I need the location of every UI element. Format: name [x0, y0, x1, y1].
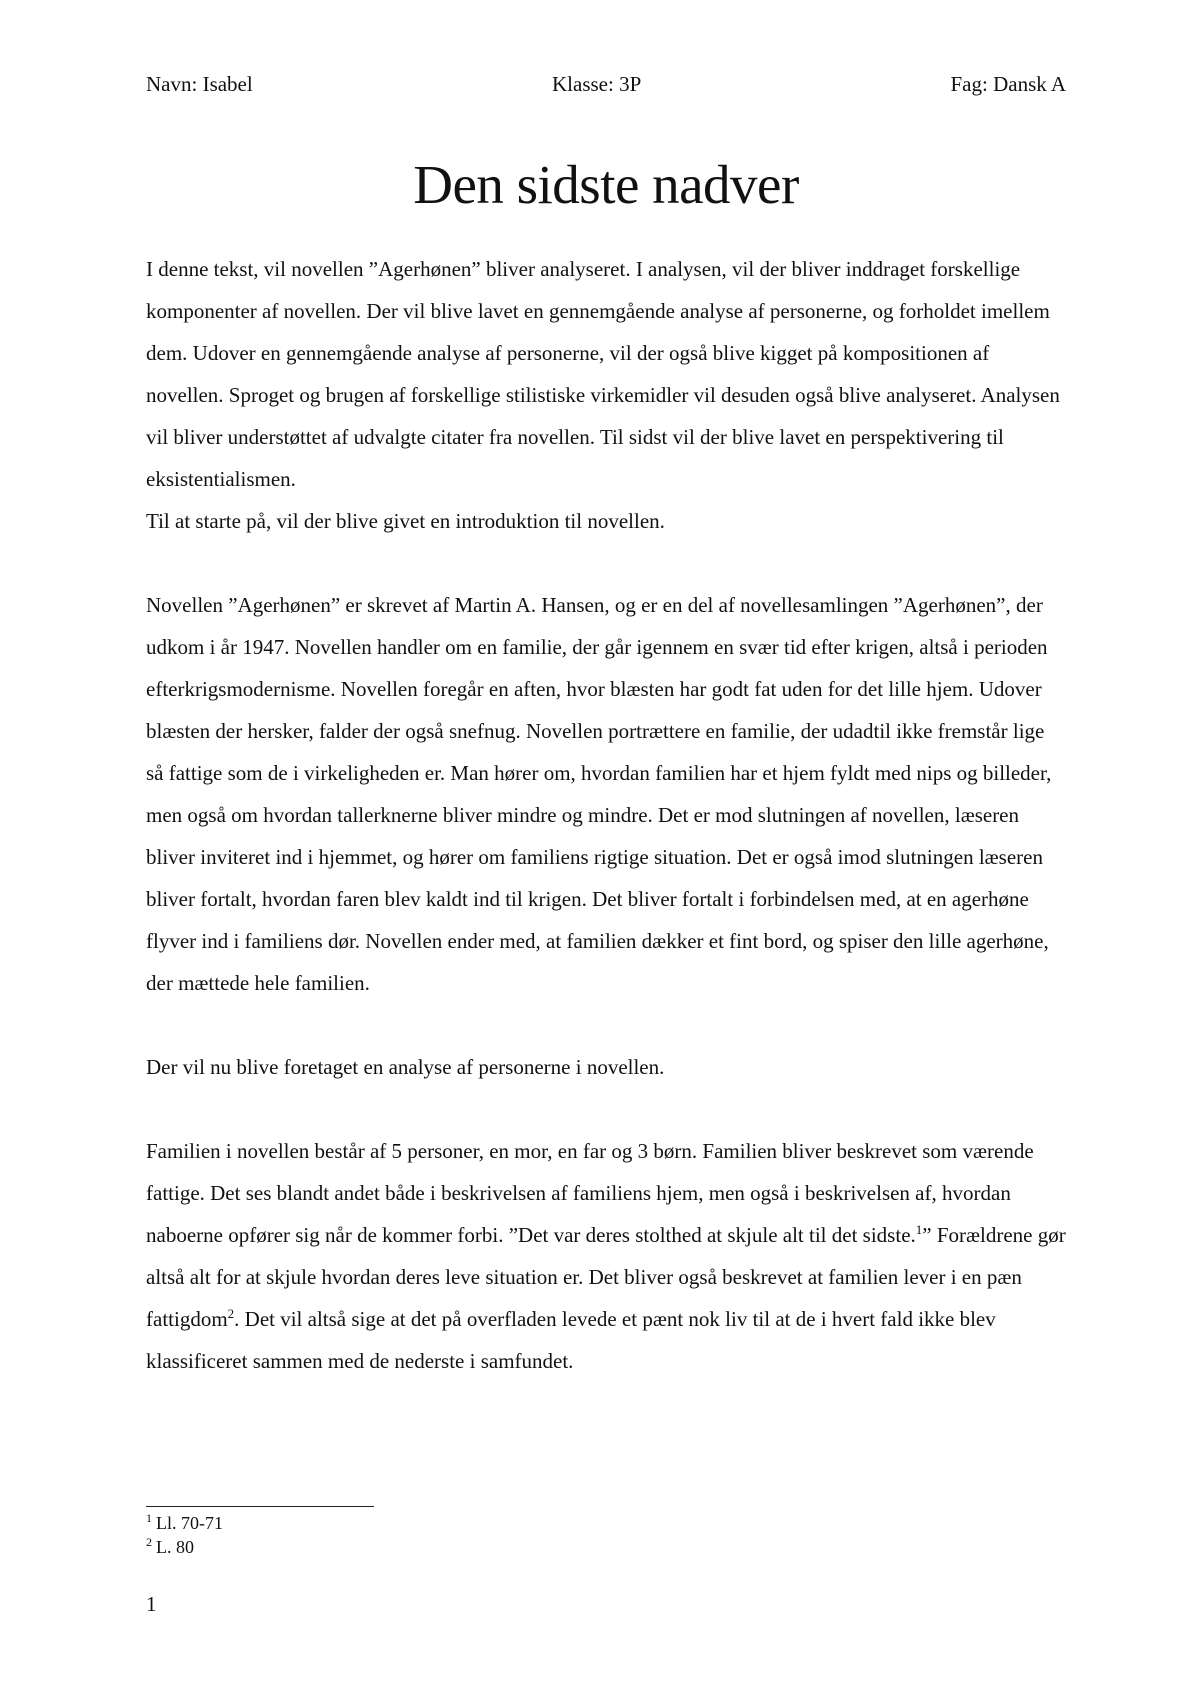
transition-paragraph: Der vil nu blive foretaget en analyse af personerne i novellen. [146, 1055, 665, 1079]
family-text-part2: ” Forældrene gør altså alt for at skjule hvordan deres leve situation er. Det bliver også beskrevet at familien lever i en pæn fattigdom [146, 1223, 1066, 1331]
footnote-separator [146, 1506, 374, 1507]
family-text-part1: Familien i novellen består af 5 personer, en mor, en far og 3 børn. Familien bliver beskrevet som værende fattige. Det ses blandt andet både i beskrivelsen af familiens hjem, men også i beskrivelsen af, hvordan naboerne opfører sig når de kommer forbi. ”Det var deres stolthed at skjule alt til det sidste. [146, 1139, 1034, 1247]
family-text-part3: . Det vil altså sige at det på overfladen levede et pænt nok liv til at de i hvert fald ikke blev klassificeret sammen med de nederste i samfundet. [146, 1307, 996, 1373]
footnotes [146, 1511, 223, 1559]
footnote-text: Ll. 70-71 [156, 1513, 223, 1533]
footnote-text: L. 80 [156, 1537, 194, 1557]
footnote-ref-1[interactable]: 1 [915, 1222, 923, 1237]
document-page [146, 0, 1066, 1696]
footnote-marker: 2 [146, 1535, 152, 1549]
footnote-marker: 1 [146, 1511, 152, 1525]
footnote-ref-2[interactable]: 2 [227, 1306, 235, 1321]
intro-paragraph-continuation: Til at starte på, vil der blive givet en introduktion til novellen. [146, 509, 665, 533]
page-header [146, 72, 1066, 102]
student-name: Navn: Isabel [146, 72, 253, 96]
intro-paragraph: I denne tekst, vil novellen ”Agerhønen” bliver analyseret. I analysen, vil der bliver inddraget forskellige komponenter af novellen. Der vil blive lavet en gennemgående analyse af personerne, og forholdet imellem dem. Udover en gennemgående analyse af personerne, vil der også blive kigget på kompositionen af novellen. Sproget og brugen af forskellige stilistiske virkemidler vil desuden også blive analyseret. Analysen vil bliver understøttet af udvalgte citater fra novellen. Til sidst vil der blive lavet en perspektivering til eksistentialismen. [146, 257, 1060, 491]
footnote-item [146, 1535, 223, 1559]
document-body [146, 248, 1066, 1382]
subject-label: Fag: Dansk A [950, 72, 1066, 96]
document-title: Den sidste nadver [413, 154, 799, 215]
paragraph-spacer [146, 1004, 1066, 1046]
page-number: 1 [146, 1592, 157, 1616]
class-label: Klasse: 3P [552, 72, 642, 96]
family-analysis-paragraph [146, 1130, 1066, 1382]
paragraph-spacer [146, 1088, 1066, 1130]
paragraph-spacer [146, 542, 1066, 584]
summary-paragraph: Novellen ”Agerhønen” er skrevet af Martin A. Hansen, og er en del af novellesamlingen ”Agerhønen”, der udkom i år 1947. Novellen handler om en familie, der går igennem en svær tid efter krigen, altså i perioden efterkrigsmodernisme. Novellen foregår en aften, hvor blæsten har godt fat uden for det lille hjem. Udover blæsten der hersker, falder der også snefnug. Novellen portrættere en familie, der udadtil ikke fremstår lige så fattige som de i virkeligheden er. Man hører om, hvordan familien har et hjem fyldt med nips og billeder, men også om hvordan tallerknerne bliver mindre og mindre. Det er mod slutningen af novellen, læseren bliver inviteret ind i hjemmet, og hører om familiens rigtige situation. Det er også imod slutningen læseren bliver fortalt, hvordan faren blev kaldt ind til krigen. Det bliver fortalt i forbindelsen med, at en agerhøne flyver ind i familiens dør. Novellen ender med, at familien dækker et fint bord, og spiser den lille agerhøne, der mættede hele familien. [146, 593, 1052, 995]
footnote-item [146, 1511, 223, 1535]
